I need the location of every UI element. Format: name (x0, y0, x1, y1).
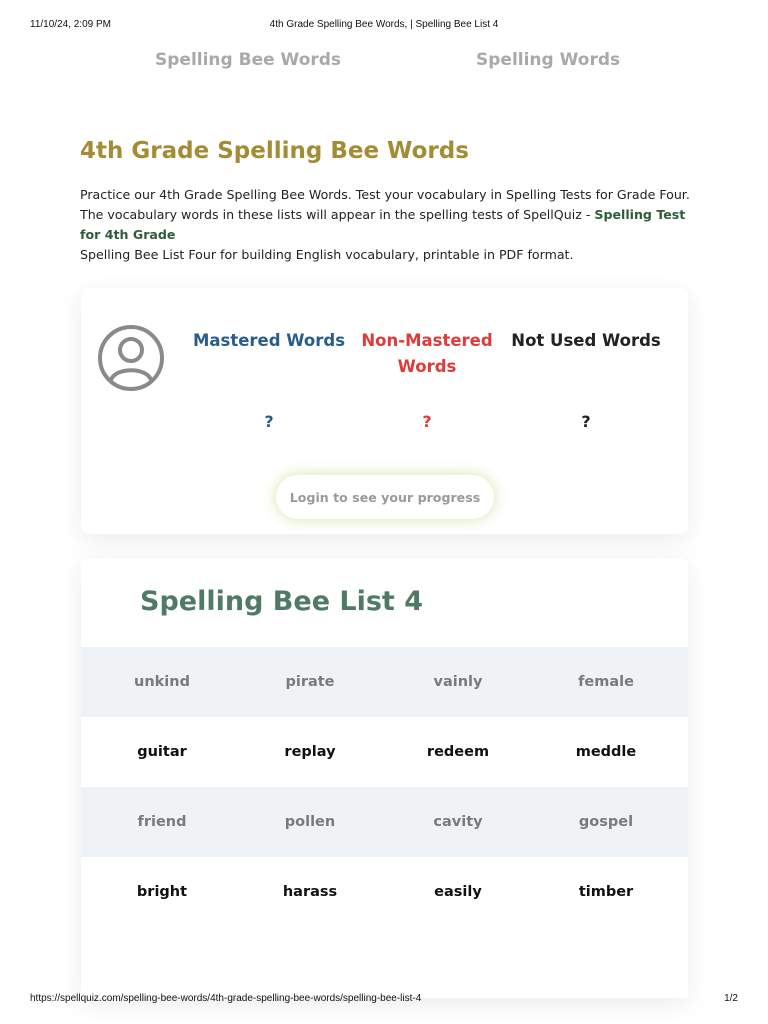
word-cell[interactable]: cavity (433, 814, 483, 830)
print-header (0, 19, 768, 33)
word-cell[interactable]: vainly (433, 674, 483, 690)
table-row (81, 647, 688, 717)
word-cell[interactable]: guitar (137, 744, 187, 760)
page-title: 4th Grade Spelling Bee Words (80, 138, 469, 164)
top-nav (0, 50, 768, 74)
intro-text (80, 185, 690, 265)
word-cell[interactable]: bright (136, 884, 188, 900)
word-cell[interactable]: gospel (578, 814, 634, 830)
non-mastered-words-stat (347, 328, 507, 380)
table-row (81, 787, 688, 857)
word-cell[interactable]: unkind (134, 674, 190, 690)
word-cell[interactable]: pirate (285, 674, 335, 690)
word-cell[interactable]: harass (282, 884, 338, 900)
print-footer (0, 993, 768, 1007)
list-title: Spelling Bee List 4 (140, 586, 424, 617)
print-url: https://spellquiz.com/spelling-bee-words/4th-grade-spelling-bee-words/spelling-bee-list-4 (30, 993, 422, 1004)
word-cell[interactable]: friend (137, 814, 187, 830)
word-cell[interactable]: pollen (284, 814, 336, 830)
print-doc-title: 4th Grade Spelling Bee Words, | Spelling Bee List 4 (269, 19, 499, 30)
table-row (81, 717, 688, 787)
not-used-words-value: ? (581, 412, 591, 431)
not-used-words-label: Not Used Words (511, 331, 661, 350)
nav-link-spelling-words[interactable]: Spelling Words (476, 50, 621, 70)
login-progress-button[interactable]: Login to see your progress (276, 475, 494, 519)
word-cell[interactable]: timber (578, 884, 634, 900)
mastered-words-value: ? (264, 412, 274, 431)
print-page-number: 1/2 (724, 993, 738, 1004)
mastered-words-label: Mastered Words (192, 331, 346, 350)
spelling-list-card (81, 558, 688, 998)
progress-card (81, 288, 688, 534)
word-cell[interactable]: replay (284, 744, 336, 760)
non-mastered-words-label: Non-Mastered Words (361, 331, 493, 376)
mastered-words-stat (189, 328, 349, 354)
print-datetime: 11/10/24, 2:09 PM (30, 19, 111, 30)
table-row (81, 857, 688, 927)
spelling-test-link[interactable]: Spelling Test for 4th Grade (80, 207, 686, 242)
intro-part-1: Practice our 4th Grade Spelling Bee Words. Test your vocabulary in Spelling Tests for Grade Four. The vocabulary words in these lists will appear in the spelling tests of SpellQuiz - (80, 187, 690, 222)
non-mastered-words-value: ? (422, 412, 432, 431)
word-cell[interactable]: female (578, 674, 634, 690)
user-circle-icon (97, 324, 165, 392)
word-cell[interactable]: redeem (426, 744, 490, 760)
word-cell[interactable]: meddle (575, 744, 637, 760)
word-cell[interactable]: easily (434, 884, 482, 900)
intro-part-2: Spelling Bee List Four for building English vocabulary, printable in PDF format. (80, 247, 574, 262)
nav-link-spelling-bee-words[interactable]: Spelling Bee Words (155, 50, 342, 70)
not-used-words-stat (506, 328, 666, 354)
